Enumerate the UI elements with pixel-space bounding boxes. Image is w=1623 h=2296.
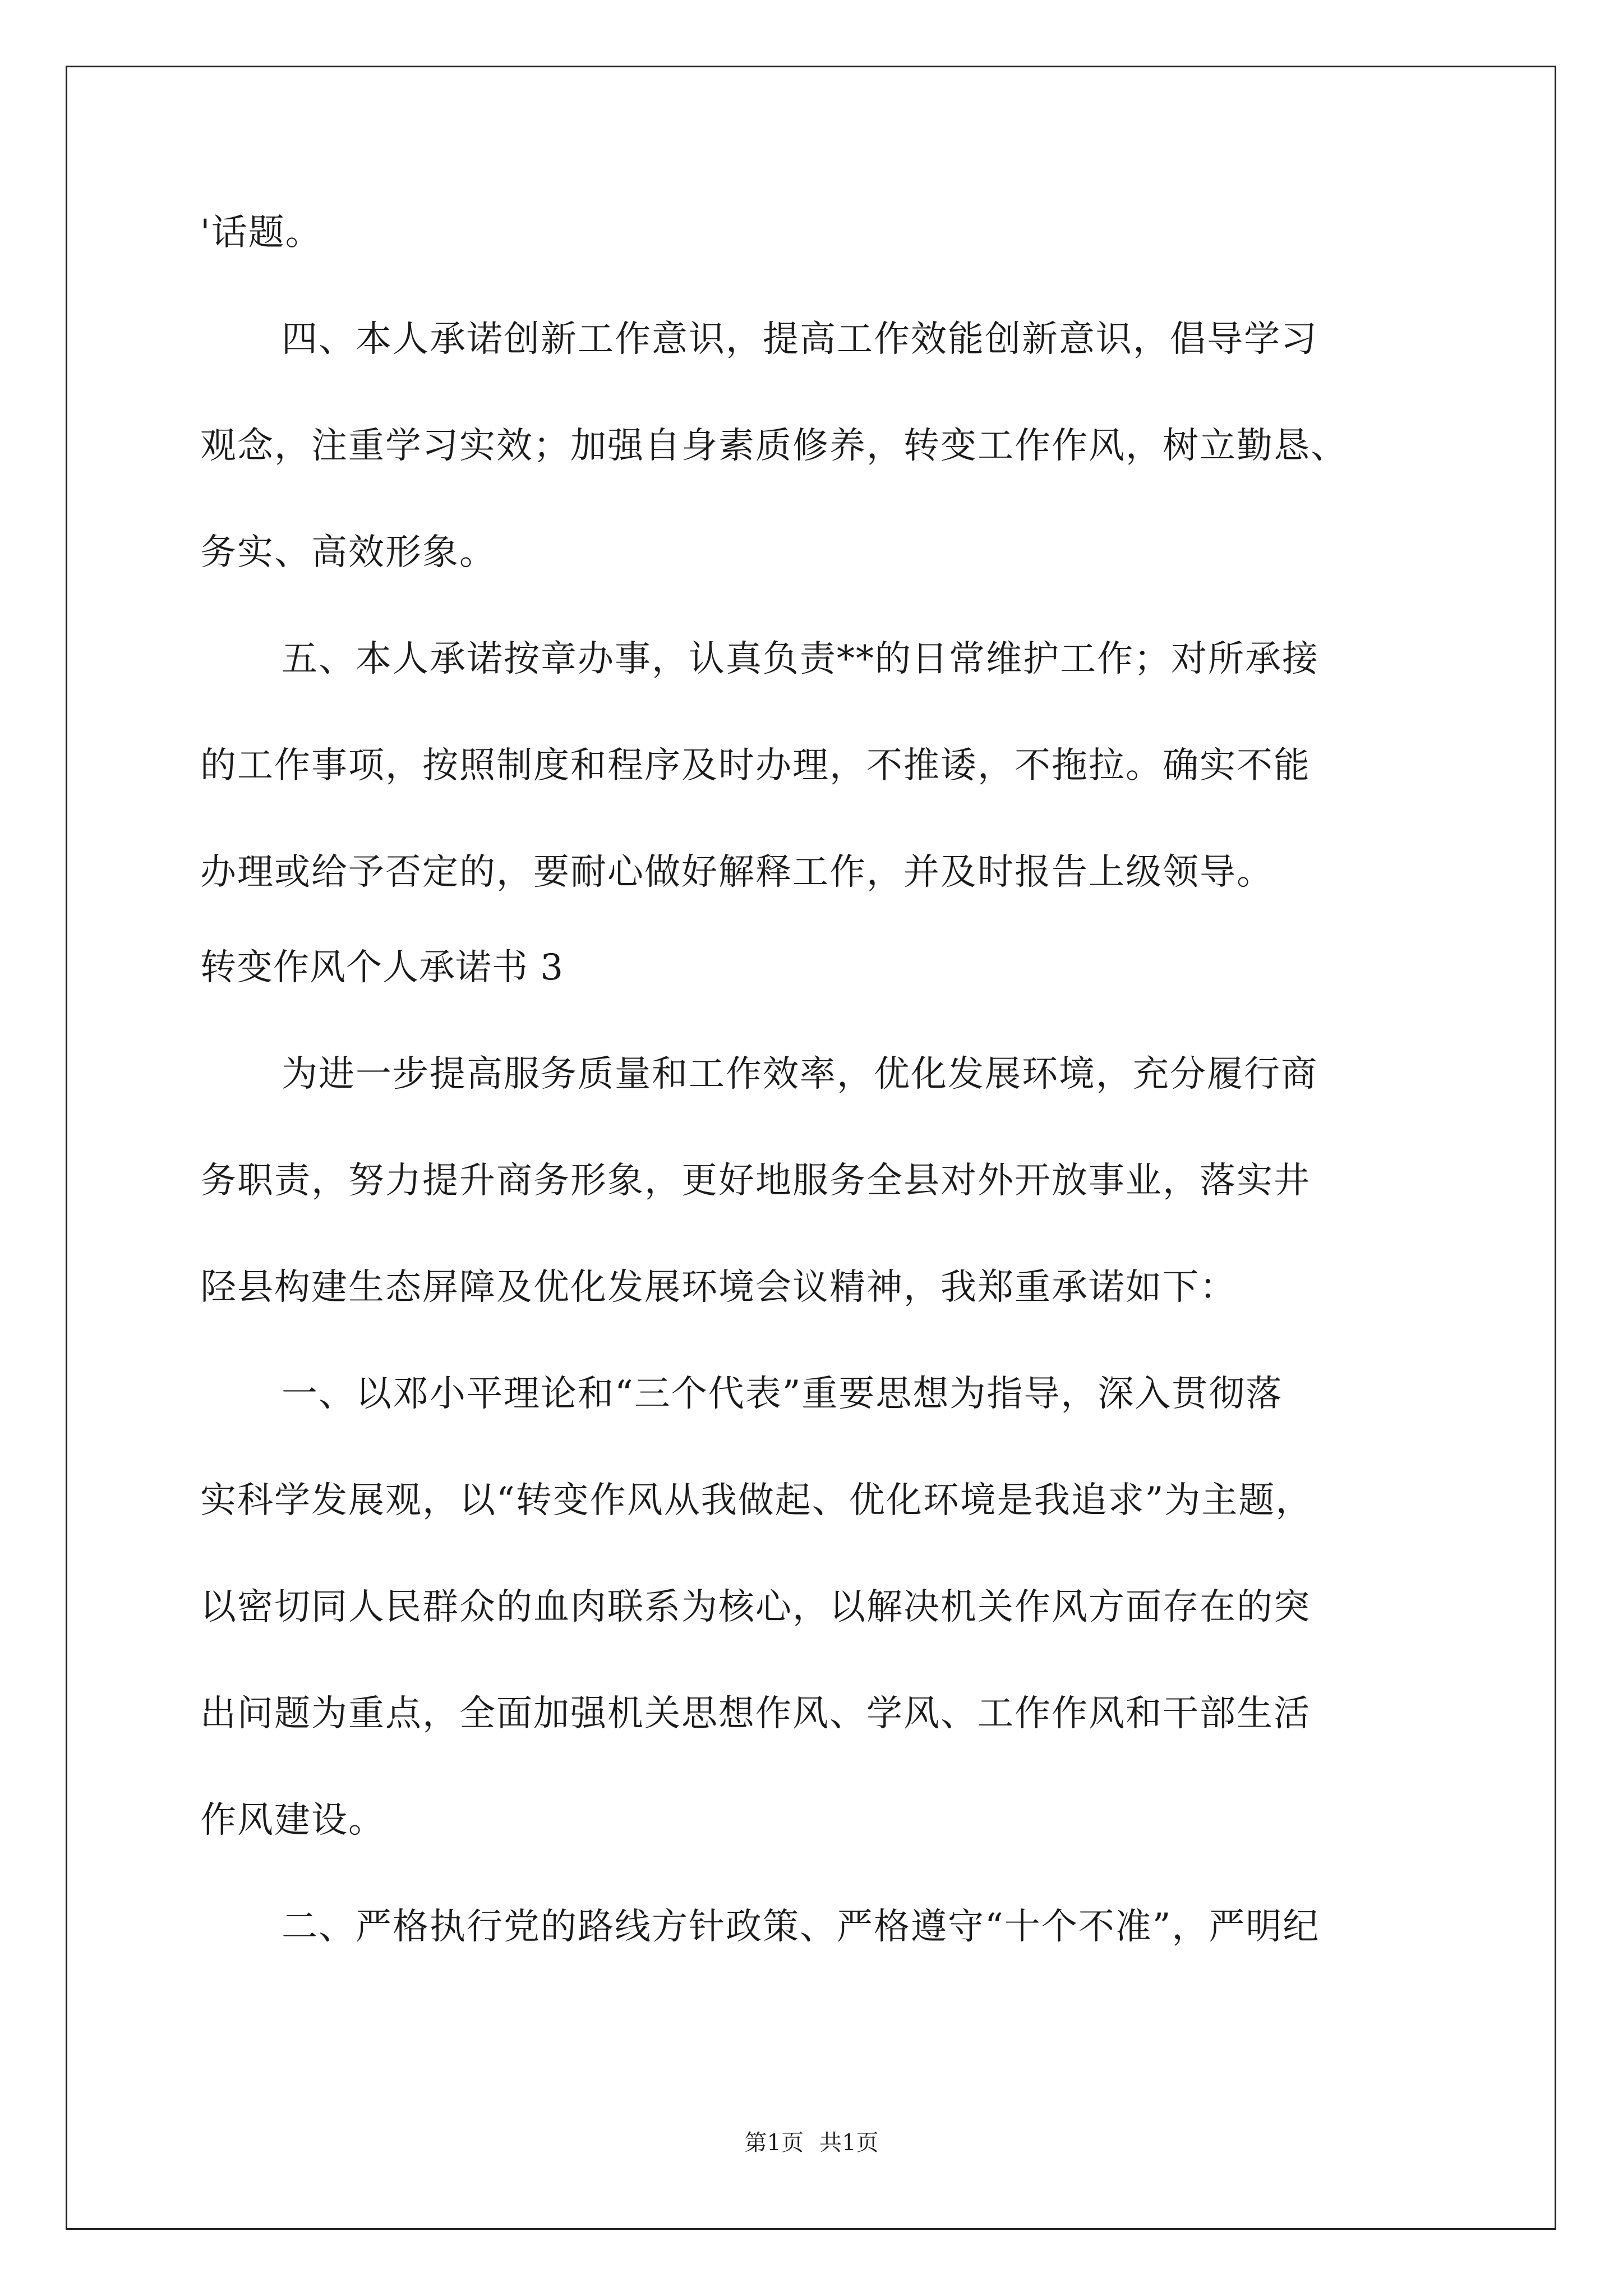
text-line: 作风建设。: [200, 1800, 385, 1841]
text-line: 实科学发展观，以“转变作风从我做起、优化环境是我追求”为主题，: [200, 1480, 1313, 1521]
text-line: 出问题为重点，全面加强机关思想作风、学风、工作作风和干部生活: [200, 1693, 1311, 1734]
text-line: 务职责，努力提升商务形象，更好地服务全县对外开放事业，落实井: [200, 1160, 1311, 1202]
page-footer: [0, 2126, 1623, 2160]
text-line: 办理或给予否定的，要耐心做好解释工作，并及时报告上级领导。: [200, 852, 1274, 893]
paragraph-start-line: 一、以邓小平理论和“三个代表”重要思想为指导，深入贯彻落: [282, 1373, 1283, 1415]
paragraph-start-line: 五、本人承诺按章办事，认真负责**的日常维护工作；对所承接: [282, 638, 1319, 680]
page-number-current: 第1页: [744, 2130, 804, 2156]
text-line: 务实、高效形象。: [200, 532, 496, 573]
text-line: 陉县构建生态屏障及优化发展环境会议精神，我郑重承诺如下：: [200, 1267, 1237, 1308]
paragraph-start-line: 为进一步提高服务质量和工作效率，优化发展环境，充分履行商: [282, 1053, 1318, 1095]
text-line: 以密切同人民群众的血肉联系为核心，以解决机关作风方面存在的突: [200, 1586, 1311, 1628]
paragraph-start-line: 四、本人承诺创新工作意识，提高工作效能创新意识，倡导学习: [282, 319, 1318, 360]
paragraph-start-line: 二、严格执行党的路线方针政策、严格遵守“十个不准”，严明纪: [282, 1906, 1320, 1948]
section-heading: 转变作风个人承诺书 3: [200, 947, 564, 988]
page-number-total: 共1页: [819, 2130, 879, 2156]
text-line: '话题。: [200, 212, 322, 254]
text-line: 的工作事项，按照制度和程序及时办理，不推诿，不拖拉。确实不能: [200, 745, 1311, 786]
text-line: 观念，注重学习实效；加强自身素质修养，转变工作作风，树立勤恳、: [200, 425, 1348, 467]
